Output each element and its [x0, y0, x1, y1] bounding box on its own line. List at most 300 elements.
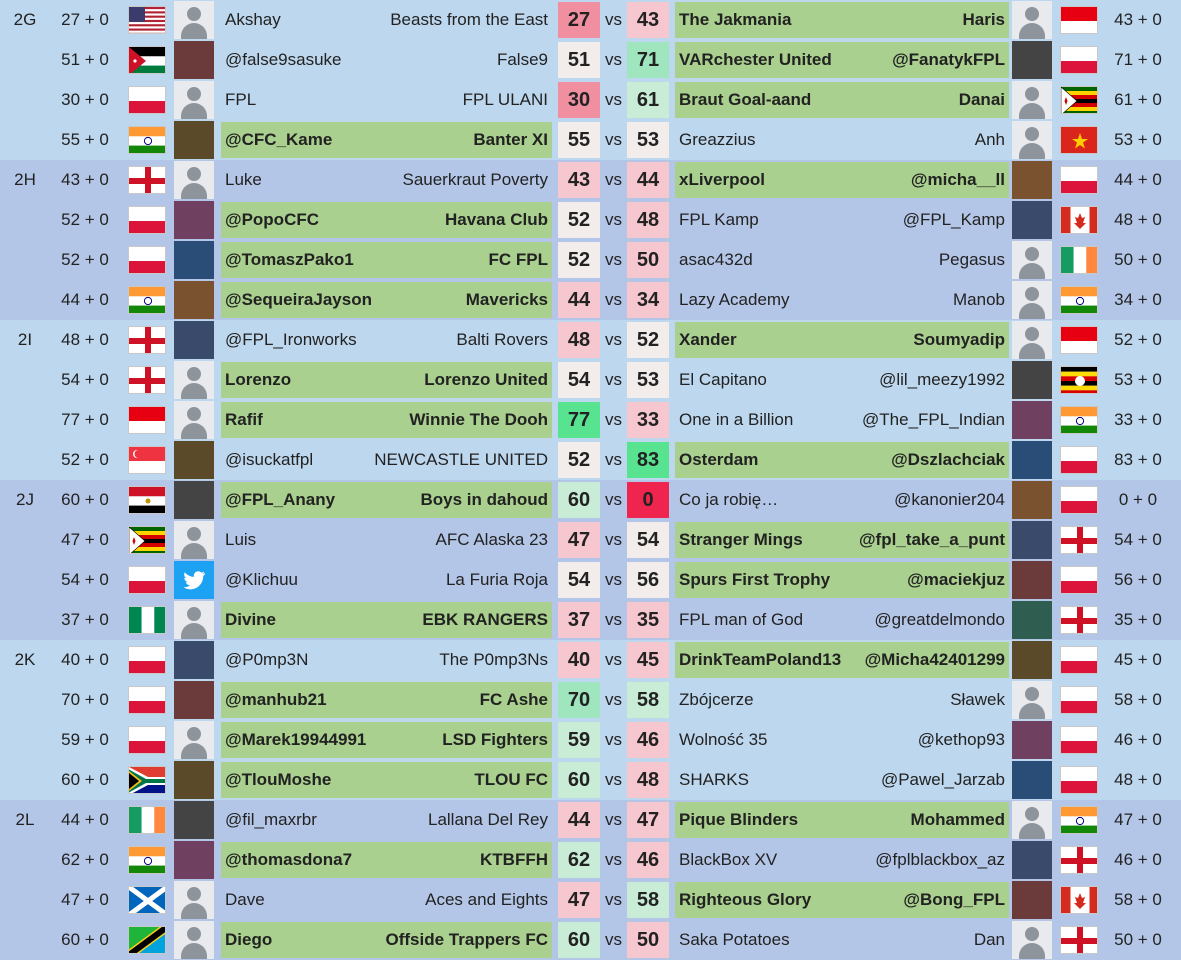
left-points: 52 + 0 — [61, 450, 109, 469]
left-points: 27 + 0 — [61, 10, 109, 29]
left-team-card[interactable] — [221, 442, 552, 478]
right-team-card[interactable] — [675, 882, 1009, 918]
right-score: 47 — [627, 802, 669, 838]
right-score: 35 — [627, 602, 669, 638]
right-flag-england-icon — [1060, 926, 1098, 954]
vs-label: vs — [605, 50, 622, 69]
left-team-name: Winnie The Dooh — [409, 410, 548, 429]
right-team-name: Pique Blinders — [679, 810, 799, 829]
left-manager-name: Dave — [225, 890, 265, 909]
right-avatar[interactable] — [1012, 641, 1052, 679]
right-avatar[interactable] — [1012, 401, 1052, 439]
group-label: 2L — [15, 810, 35, 829]
left-manager-name: @Marek19944991 — [225, 730, 367, 749]
left-score: 43 — [558, 162, 600, 198]
right-score: 58 — [627, 682, 669, 718]
left-team-card[interactable] — [221, 202, 552, 238]
left-manager-name: @CFC_Kame — [225, 130, 333, 149]
left-points: 44 + 0 — [61, 810, 109, 829]
right-avatar[interactable] — [1012, 921, 1052, 959]
right-avatar[interactable] — [1012, 601, 1052, 639]
left-team-card[interactable] — [221, 282, 552, 318]
group-label — [0, 520, 50, 560]
right-team-name: BlackBox XV — [679, 850, 778, 869]
match-row — [0, 360, 1181, 400]
left-team-name: Mavericks — [465, 290, 548, 309]
left-team-name: TLOU FC — [474, 770, 548, 789]
right-team-name: xLiverpool — [679, 170, 765, 189]
left-points: 70 + 0 — [61, 690, 109, 709]
match-row — [0, 640, 1181, 680]
right-team-name: asac432d — [679, 250, 753, 269]
left-manager-name: @Klichuu — [225, 570, 299, 589]
vs-label: vs — [605, 250, 622, 269]
right-team-card[interactable] — [675, 82, 1009, 118]
match-row — [0, 280, 1181, 320]
group-label — [0, 200, 50, 240]
left-team-card[interactable] — [221, 242, 552, 278]
left-team-name: Balti Rovers — [456, 330, 548, 349]
group-label — [0, 600, 50, 640]
right-flag-uganda-icon — [1060, 366, 1098, 394]
right-points: 53 + 0 — [1114, 370, 1162, 389]
group-label — [0, 120, 50, 160]
left-flag-zimbabwe-icon — [128, 526, 166, 554]
left-score: 52 — [558, 242, 600, 278]
left-manager-name: @manhub21 — [225, 690, 327, 709]
left-team-name: Lorenzo United — [424, 370, 548, 389]
vs-label: vs — [605, 930, 622, 949]
right-avatar[interactable] — [1012, 761, 1052, 799]
right-avatar[interactable] — [1012, 481, 1052, 519]
right-avatar[interactable] — [1012, 161, 1052, 199]
right-manager-name: @fplblackbox_az — [875, 850, 1005, 869]
left-score: 48 — [558, 322, 600, 358]
left-avatar[interactable] — [174, 201, 214, 239]
left-team-card[interactable] — [221, 922, 552, 958]
left-flag-poland-icon — [128, 646, 166, 674]
right-manager-name: Soumyadip — [913, 330, 1005, 349]
left-avatar[interactable] — [174, 761, 214, 799]
left-team-name: FC Ashe — [479, 690, 548, 709]
right-manager-name: @The_FPL_Indian — [862, 410, 1005, 429]
match-row — [0, 400, 1181, 440]
right-score: 33 — [627, 402, 669, 438]
vs-label: vs — [605, 490, 622, 509]
left-avatar[interactable] — [174, 41, 214, 79]
left-flag-tanzania-icon — [128, 926, 166, 954]
left-avatar[interactable] — [174, 321, 214, 359]
group-label — [0, 680, 50, 720]
right-team-card[interactable] — [675, 522, 1009, 558]
right-manager-name: @micha__ll — [910, 170, 1005, 189]
left-team-name: Aces and Eights — [425, 890, 548, 909]
left-points: 47 + 0 — [61, 890, 109, 909]
right-flag-india-icon — [1060, 406, 1098, 434]
vs-label: vs — [605, 530, 622, 549]
right-flag-indonesia-icon — [1060, 326, 1098, 354]
right-team-card[interactable] — [675, 402, 1009, 438]
right-team-card[interactable] — [675, 642, 1009, 678]
left-manager-name: @PopoCFC — [225, 210, 320, 229]
right-flag-zimbabwe-icon — [1060, 86, 1098, 114]
group-label — [0, 760, 50, 800]
right-flag-poland-icon — [1060, 46, 1098, 74]
right-team-card[interactable] — [675, 122, 1009, 158]
left-flag-poland-icon — [128, 246, 166, 274]
vs-label: vs — [605, 770, 622, 789]
left-team-name: FC FPL — [488, 250, 548, 269]
right-team-name: Braut Goal-aand — [679, 90, 812, 109]
left-score: 27 — [558, 2, 600, 38]
left-manager-name: @thomasdona7 — [225, 850, 353, 869]
left-flag-jordan-icon — [128, 46, 166, 74]
right-team-card[interactable] — [675, 722, 1009, 758]
group-label — [0, 720, 50, 760]
left-team-card[interactable] — [221, 82, 552, 118]
left-flag-england-icon — [128, 166, 166, 194]
right-manager-name: @Pawel_Jarzab — [880, 770, 1005, 789]
right-flag-canada-icon — [1060, 206, 1098, 234]
right-points: 61 + 0 — [1114, 90, 1162, 109]
vs-label: vs — [605, 810, 622, 829]
left-points: 48 + 0 — [61, 330, 109, 349]
vs-label: vs — [605, 170, 622, 189]
left-avatar[interactable] — [174, 401, 214, 439]
left-flag-egypt-icon — [128, 486, 166, 514]
left-team-name: Boys in dahoud — [420, 490, 548, 509]
right-manager-name: Manob — [953, 290, 1005, 309]
left-flag-india-icon — [128, 846, 166, 874]
left-flag-singapore-icon — [128, 446, 166, 474]
left-team-card[interactable] — [221, 362, 552, 398]
right-manager-name: @kethop93 — [917, 730, 1005, 749]
left-score: 54 — [558, 362, 600, 398]
left-points: 60 + 0 — [61, 930, 109, 949]
left-flag-indonesia-icon — [128, 406, 166, 434]
match-row — [0, 800, 1181, 840]
right-score: 34 — [627, 282, 669, 318]
right-flag-indonesia-icon — [1060, 6, 1098, 34]
right-team-card[interactable] — [675, 482, 1009, 518]
vs-label: vs — [605, 210, 622, 229]
left-avatar[interactable] — [174, 841, 214, 879]
right-points: 50 + 0 — [1114, 930, 1162, 949]
left-flag-poland-icon — [128, 86, 166, 114]
left-score: 30 — [558, 82, 600, 118]
right-avatar[interactable] — [1012, 41, 1052, 79]
right-avatar[interactable] — [1012, 201, 1052, 239]
group-label — [0, 400, 50, 440]
vs-label: vs — [605, 730, 622, 749]
right-manager-name: Haris — [962, 10, 1005, 29]
right-avatar[interactable] — [1012, 561, 1052, 599]
left-manager-name: Rafif — [225, 410, 263, 429]
left-avatar[interactable] — [174, 721, 214, 759]
vs-label: vs — [605, 370, 622, 389]
right-team-card[interactable] — [675, 802, 1009, 838]
left-team-card[interactable] — [221, 762, 552, 798]
left-team-name: Beasts from the East — [390, 10, 548, 29]
left-team-name: KTBFFH — [480, 850, 548, 869]
right-team-card[interactable] — [675, 562, 1009, 598]
group-label — [0, 240, 50, 280]
group-label: 2J — [16, 490, 34, 509]
vs-label: vs — [605, 410, 622, 429]
left-team-card[interactable] — [221, 682, 552, 718]
left-score: 60 — [558, 482, 600, 518]
right-manager-name: @Micha42401299 — [864, 650, 1005, 669]
right-team-card[interactable] — [675, 2, 1009, 38]
right-flag-india-icon — [1060, 286, 1098, 314]
right-avatar[interactable] — [1012, 81, 1052, 119]
right-team-name: Co ja robię… — [679, 490, 779, 509]
left-avatar[interactable] — [174, 681, 214, 719]
vs-label: vs — [605, 890, 622, 909]
right-flag-poland-icon — [1060, 686, 1098, 714]
right-score: 61 — [627, 82, 669, 118]
right-team-card[interactable] — [675, 362, 1009, 398]
left-avatar[interactable] — [174, 641, 214, 679]
match-row — [0, 680, 1181, 720]
right-manager-name: @lil_meezy1992 — [879, 370, 1005, 389]
left-points: 60 + 0 — [61, 490, 109, 509]
left-score: 54 — [558, 562, 600, 598]
left-team-card[interactable] — [221, 522, 552, 558]
right-avatar[interactable] — [1012, 721, 1052, 759]
left-points: 54 + 0 — [61, 370, 109, 389]
left-manager-name: Lorenzo — [225, 370, 292, 389]
right-avatar[interactable] — [1012, 121, 1052, 159]
right-points: 48 + 0 — [1114, 210, 1162, 229]
left-avatar[interactable] — [174, 121, 214, 159]
right-score: 44 — [627, 162, 669, 198]
right-team-card[interactable] — [675, 842, 1009, 878]
left-points: 52 + 0 — [61, 210, 109, 229]
left-team-card[interactable] — [221, 642, 552, 678]
right-team-name: Zbójcerze — [679, 690, 754, 709]
left-score: 59 — [558, 722, 600, 758]
match-row — [0, 0, 1181, 40]
left-team-card[interactable] — [221, 802, 552, 838]
left-score: 44 — [558, 802, 600, 838]
right-avatar[interactable] — [1012, 361, 1052, 399]
right-team-card[interactable] — [675, 282, 1009, 318]
left-avatar[interactable] — [174, 281, 214, 319]
left-manager-name: FPL — [225, 90, 257, 109]
right-team-name: Lazy Academy — [679, 290, 790, 309]
right-team-card[interactable] — [675, 162, 1009, 198]
right-flag-england-icon — [1060, 526, 1098, 554]
right-avatar[interactable] — [1012, 801, 1052, 839]
right-score: 54 — [627, 522, 669, 558]
left-team-card[interactable] — [221, 122, 552, 158]
right-team-card[interactable] — [675, 442, 1009, 478]
right-flag-vietnam-icon — [1060, 126, 1098, 154]
right-points: 46 + 0 — [1114, 730, 1162, 749]
left-avatar[interactable] — [174, 881, 214, 919]
match-row — [0, 600, 1181, 640]
left-avatar[interactable] — [174, 361, 214, 399]
right-points: 56 + 0 — [1114, 570, 1162, 589]
left-avatar[interactable] — [174, 481, 214, 519]
right-team-card[interactable] — [675, 762, 1009, 798]
right-avatar[interactable] — [1012, 241, 1052, 279]
match-row — [0, 240, 1181, 280]
right-team-name: One in a Billion — [679, 410, 794, 429]
right-avatar[interactable] — [1012, 281, 1052, 319]
right-team-card[interactable] — [675, 682, 1009, 718]
right-score: 43 — [627, 2, 669, 38]
left-manager-name: @isuckatfpl — [225, 450, 314, 469]
left-avatar[interactable] — [174, 441, 214, 479]
left-points: 47 + 0 — [61, 530, 109, 549]
left-flag-england-icon — [128, 326, 166, 354]
left-team-card[interactable] — [221, 882, 552, 918]
left-flag-poland-icon — [128, 686, 166, 714]
left-team-card[interactable] — [221, 162, 552, 198]
right-points: 44 + 0 — [1114, 170, 1162, 189]
right-team-name: Stranger Mings — [679, 530, 803, 549]
right-points: 52 + 0 — [1114, 330, 1162, 349]
right-team-card[interactable] — [675, 922, 1009, 958]
right-flag-poland-icon — [1060, 766, 1098, 794]
right-avatar[interactable] — [1012, 1, 1052, 39]
match-row — [0, 520, 1181, 560]
right-score: 56 — [627, 562, 669, 598]
left-team-card[interactable] — [221, 42, 552, 78]
left-avatar[interactable] — [174, 801, 214, 839]
right-points: 0 + 0 — [1118, 490, 1158, 509]
right-manager-name: @FPL_Kamp — [902, 210, 1005, 229]
left-manager-name: @false9sasuke — [225, 50, 342, 69]
right-points: 46 + 0 — [1114, 850, 1162, 869]
left-manager-name: @P0mp3N — [225, 650, 309, 669]
left-team-name: The P0mp3Ns — [439, 650, 548, 669]
group-label — [0, 280, 50, 320]
right-team-name: FPL Kamp — [679, 210, 759, 229]
match-row — [0, 80, 1181, 120]
left-avatar[interactable] — [174, 521, 214, 559]
right-points: 71 + 0 — [1114, 50, 1162, 69]
right-manager-name: @FanatykFPL — [892, 50, 1005, 69]
right-flag-canada-icon — [1060, 886, 1098, 914]
right-manager-name: Mohammed — [910, 810, 1005, 829]
right-team-card[interactable] — [675, 242, 1009, 278]
left-manager-name: @SequeiraJayson — [225, 290, 372, 309]
right-score: 50 — [627, 922, 669, 958]
right-team-card[interactable] — [675, 202, 1009, 238]
left-points: 59 + 0 — [61, 730, 109, 749]
match-row — [0, 320, 1181, 360]
left-team-card[interactable] — [221, 482, 552, 518]
left-team-card[interactable] — [221, 602, 552, 638]
match-row — [0, 440, 1181, 480]
vs-label: vs — [605, 130, 622, 149]
left-team-card[interactable] — [221, 842, 552, 878]
vs-label: vs — [605, 10, 622, 29]
left-team-name: NEWCASTLE UNITED — [374, 450, 548, 469]
left-team-name: Lallana Del Rey — [427, 810, 548, 829]
right-points: 43 + 0 — [1114, 10, 1162, 29]
right-avatar[interactable] — [1012, 881, 1052, 919]
right-flag-poland-icon — [1060, 446, 1098, 474]
left-team-name: Banter XI — [473, 130, 548, 149]
group-label — [0, 920, 50, 960]
right-avatar[interactable] — [1012, 521, 1052, 559]
left-avatar[interactable] — [174, 161, 214, 199]
group-label: 2H — [14, 170, 36, 189]
left-team-card[interactable] — [221, 322, 552, 358]
left-score: 55 — [558, 122, 600, 158]
left-points: 40 + 0 — [61, 650, 109, 669]
left-score: 52 — [558, 202, 600, 238]
right-avatar[interactable] — [1012, 321, 1052, 359]
left-points: 37 + 0 — [61, 610, 109, 629]
right-avatar[interactable] — [1012, 841, 1052, 879]
left-flag-poland-icon — [128, 566, 166, 594]
left-avatar[interactable] — [174, 1, 214, 39]
right-avatar[interactable] — [1012, 681, 1052, 719]
right-points: 83 + 0 — [1114, 450, 1162, 469]
match-row — [0, 160, 1181, 200]
left-flag-usa-icon — [128, 6, 166, 34]
left-score: 51 — [558, 42, 600, 78]
left-avatar[interactable] — [174, 601, 214, 639]
left-avatar[interactable] — [174, 921, 214, 959]
group-label — [0, 560, 50, 600]
right-team-card[interactable] — [675, 602, 1009, 638]
left-points: 51 + 0 — [61, 50, 109, 69]
group-label — [0, 40, 50, 80]
left-team-card[interactable] — [221, 562, 552, 598]
left-avatar[interactable] — [174, 241, 214, 279]
right-points: 45 + 0 — [1114, 650, 1162, 669]
right-team-name: Saka Potatoes — [679, 930, 790, 949]
right-score: 0 — [627, 482, 669, 518]
right-team-name: FPL man of God — [679, 610, 804, 629]
left-team-card[interactable] — [221, 402, 552, 438]
left-manager-name: @fil_maxrbr — [225, 810, 317, 829]
left-avatar[interactable] — [174, 81, 214, 119]
right-team-name: SHARKS — [679, 770, 749, 789]
right-manager-name: Sławek — [950, 690, 1005, 709]
left-team-card[interactable] — [221, 722, 552, 758]
left-points: 54 + 0 — [61, 570, 109, 589]
right-score: 83 — [627, 442, 669, 478]
left-flag-nigeria-icon — [128, 606, 166, 634]
right-avatar[interactable] — [1012, 441, 1052, 479]
left-manager-name: @FPL_Ironworks — [225, 330, 357, 349]
left-team-card[interactable] — [221, 2, 552, 38]
right-manager-name: @greatdelmondo — [874, 610, 1005, 629]
right-team-name: The Jakmania — [679, 10, 792, 29]
right-manager-name: @kanonier204 — [894, 490, 1005, 509]
twitter-bird-icon[interactable] — [174, 561, 214, 599]
left-team-name: FPL ULANI — [462, 90, 548, 109]
right-points: 53 + 0 — [1114, 130, 1162, 149]
right-team-name: Greazzius — [679, 130, 756, 149]
right-points: 50 + 0 — [1114, 250, 1162, 269]
right-team-card[interactable] — [675, 322, 1009, 358]
left-score: 47 — [558, 522, 600, 558]
left-flag-ireland-icon — [128, 806, 166, 834]
vs-label: vs — [605, 330, 622, 349]
right-score: 46 — [627, 722, 669, 758]
right-team-card[interactable] — [675, 42, 1009, 78]
group-label: 2G — [13, 10, 37, 29]
left-flag-scotland-icon — [128, 886, 166, 914]
